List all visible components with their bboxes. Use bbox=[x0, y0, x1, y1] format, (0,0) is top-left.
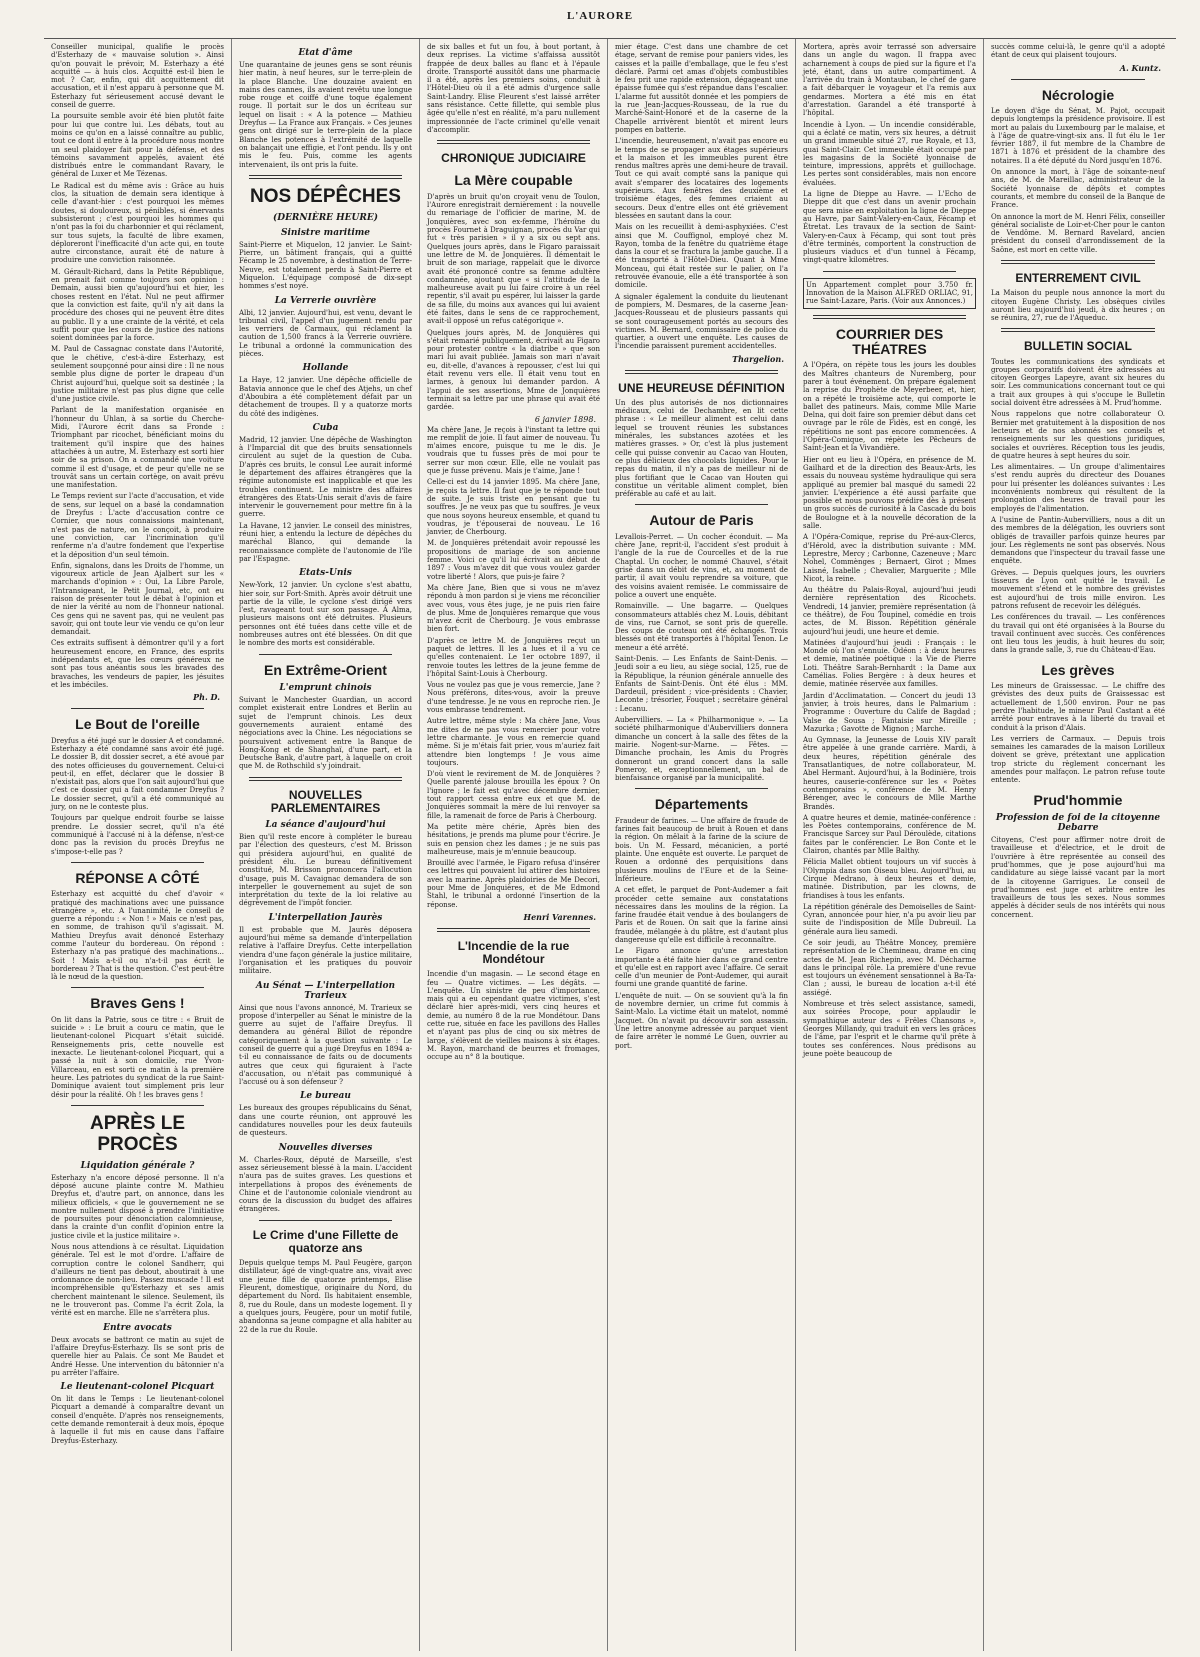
article-paragraph: Toujours par quelque endroit fourbe se laisse prendre. Le dossier secret, qu'il n'a été communiqué à l'accusé ni à la défense, n'est-ce donc pas la revision du procès Dreyfus ne s'impose-t-elle pas ? bbox=[51, 814, 224, 856]
article-paragraph: D'après un bruit qu'on croyait venu de Toulon, l'Aurore enregistrait dernièrement : la nouvelle du remariage de l'officier de marine, M. de Jonquières, avec son ex-femme, l'héroïne du procès Fournet à Draguignan, procès du Var qui fut « très parisien » il y a six ou sept ans. Quelques jours après, dans le Figaro paraissait une lettre de M. de Jonquières. Il démentait le bruit de son mariage, rappelait que le divorce avait été prononcé contre sa femme adultère condamnée, ajoutant que « si l'attitude de la malheureuse avait pu lui faire croire à un réel repentir, s'il avait pu espérer, lui laisser la garde de sa fille, du moins aux avances qui lui avaient été faites, dans le sens de ce rapprochement, avait-il opposé un refus catégorique ». bbox=[427, 192, 600, 326]
article-paragraph: Jardin d'Acclimatation. — Concert du jeudi 13 janvier, à trois heures, dans le Palmarium : Programme : Ouverture du Calife de Bagdad ; Valse de Sousa ; Fantaisie sur Mireille ; Mazurka ; Gavotte de Mignon ; Marche. bbox=[803, 691, 976, 733]
article-paragraph: M. Charles-Roux, député de Marseille, s'est assez sérieusement blessé à la main. L'accident n'aura pas de suites graves. Les questions et interpellations à propos des événements de Chine et de l'autonomie coloniale viendront au cours de la discussion du budget des affaires étrangères. bbox=[239, 1155, 412, 1214]
separator-rule bbox=[635, 504, 768, 505]
article-headline: Autour de Paris bbox=[649, 512, 754, 529]
article-paragraph: Ces extraits suffisent à démontrer qu'il y a fort heureusement encore, en France, des esprits indépendants et, que les cœurs généreux ne sont pas tous anéantis sous les bravades des bravaches, les vendeurs de papier, les jésuites et les imbéciles. bbox=[51, 639, 224, 689]
separator-rule bbox=[259, 654, 392, 655]
article-paragraph: Au Gymnase, la Jeunesse de Louis XIV paraît être appelée à une grande carrière. Mardi, à deux heures, répétition générale des Transatlantiques, de notre collaborateur, M. Abel Hermant. Aujourd'hui, à la Bodinière, trois heures, causerie-conférence sur les « Poètes contemporains », conférence de M. Henry Bérenger, avec le concours de Mlle Marthe Brandès. bbox=[803, 736, 976, 811]
article-paragraph: Félicia Mallet obtient toujours un vif succès à l'Olympia dans son Oiseau bleu. Aujourd'hui, au Cirque Medrano, à deux heures et demie, matinée. Distribution, par les clowns, de friandises à tous les enfants. bbox=[803, 858, 976, 900]
article-paragraph: Le Radical est du même avis : Grâce au huis clos, la situation de demain sera identique à celle d'avant-hier : c'est pourquoi les mêmes doutes, si douloureux, si pénibles, si énervants subsisteront ; c'est pourquoi les hommes qui n'ont pas la foi du charbonnier et qui réclament, sur tous sujets, la faculté de libre examen, déploreront l'inefficacité d'un acte qui, en toute autre circonstance, aurait été de nature à produire une conviction raisonnée. bbox=[51, 181, 224, 265]
article-paragraph: Ce soir jeudi, au Théâtre Moncey, première représentation de le Chemineau, drame en cinq actes de M. Jean Richepin, avec M. Décharme dans le principal rôle. La première d'une revue est toujours un événement sensationnel à Ba-Ta-Clan ; aussi, le bureau de location a-t-il été assiégé. bbox=[803, 938, 976, 997]
article-subhead: Hollande bbox=[302, 363, 349, 374]
article-paragraph: Parlant de la manifestation organisée en l'honneur du Uhlan, à sa sortie du Cherche-Midi, l'Aurore écrit dans sa Fronde : Triomphant par ricochet, bénéficiant moins du traitement qu'il inspire que des haines attachées à un autre, M. Esterhazy est sorti hier soir de sa prison. On a commandé une voiture comme il est d'usage, et de peur qu'elle ne se trouvât sans un certain cortège, on avait prévu une manifestation. bbox=[51, 406, 224, 490]
article-paragraph: Brouillé avec l'armée, le Figaro refusa d'insérer ces lettres qui pouvaient lui attirer des histoires avec la marine. Après plaidoiries de Me Decori, pour Mme de Jonquières, et de Me Edmond Stahl, le tribunal a ordonné l'insertion de la réponse. bbox=[427, 859, 600, 909]
article-paragraph: mier étage. C'est dans une chambre de cet étage, servant de remise pour paniers vides, les caisses et la paille d'emballage, que le feu s'est déclaré. Parmi cet amas d'objets combustibles le feu prit une rapide extension, dégageant une épaisse fumée qui s'est répandue dans l'escalier. L'alarme fut aussitôt donnée et les pompiers de la rue Jean-Jacques-Rousseau, de la rue du Marché-Saint-Honoré et de la caserne de la Chapelle arrivèrent bientôt et mirent leurs pompes en batterie. bbox=[615, 43, 788, 134]
article-headline: Braves Gens ! bbox=[90, 995, 185, 1012]
article-paragraph: Conseiller municipal, qualifie le procès d'Esterhazy de « mauvaise solution ». Ainsi qu'on pouvait le prévoir, M. Esterhazy a été acquitté — à huis clos. Acquitté est-il bien le mot ? Car, enfin, qui dit acquittement dit accusation, et il n'est apparu à personne que M. Esterhazy fut sérieusement accusé devant le conseil de guerre. bbox=[51, 43, 224, 110]
article-paragraph: A l'Opéra-Comique, reprise du Pré-aux-Clercs, d'Hérold, avec la distribution suivante : MM. Leprestre, Mercy ; Carbonne, Cazeneuve ; Marc Nohel, Commènges ; Bernaert, Girot ; Mmes Laisné, Isabelle ; Chevalier, Marguerite ; Mlle Nicot, la reine. bbox=[803, 533, 976, 583]
article-paragraph: Ainsi que nous l'avons annoncé, M. Trarieux se propose d'interpeller au Sénat le ministre de la guerre au sujet de l'affaire Dreyfus. Il demandera au général Billot de répondre catégoriquement à la question suivante : Le conseil de guerre qui a jugé Dreyfus en 1894 a-t-il eu connaissance de faits ou de documents autres que ceux qui figuraient à l'acte d'accusation, ou n'était pas communiqué à l'accusé ou à son défenseur ? bbox=[239, 1003, 412, 1087]
article-paragraph: Le doyen d'âge du Sénat, M. Pajot, occupait depuis longtemps la présidence provisoire. Il est mort au palais du Luxembourg par le malaise, et à l'âge de quatre-vingt-six ans. Il fut élu le 1er février 1887, il fut membre de la Chambre de 1871 à 1876 et président de la chambre des notaires. Il a été député du Nord jusqu'en 1876. bbox=[991, 106, 1165, 165]
article-headline: L'Incendie de la rue Mondétour bbox=[457, 938, 570, 967]
article-paragraph: Fraudeur de farines. — Une affaire de fraude de farines fait beaucoup de bruit à Rouen et dans la région. On mêlait à la farine de la sciure de bois. Un M. Fessard, mécanicien, a porté plainte. Une enquête est ouverte. Le parquet de Rouen a ordonné des perquisitions dans plusieurs moulins de l'Eure et de la Seine-Inférieure. bbox=[615, 816, 788, 883]
article-subhead: Le bureau bbox=[300, 1091, 351, 1102]
article-paragraph: On lit dans le Temps : Le lieutenant-colonel Picquart a demandé à comparaître devant un conseil d'enquête. D'après nos renseignements, cette demande remonterait à deux mois, époque à laquelle il fut mis en cause dans l'affaire Dreyfus-Esterhazy. bbox=[51, 1395, 224, 1445]
article-paragraph: Quelques jours après, M. de Jonquières qui s'était remarié publiquement, écrivait au Figaro pour protester contre « la diatribe » que son mari lui avait publiée. Jamais son mari n'avait eu, dit-elle, d'avances à repousser, c'est lui qui était revenu vers elle. Il était venu tout en larmes, à genoux lui demander pardon. A l'appui de ses assertions, Mme de Jonquières terminait sa lettre par une phrase qui avait été gardée. bbox=[427, 328, 600, 412]
article-paragraph: Esterhazy n'a encore déposé personne. Il n'a déposé aucune plainte contre M. Mathieu Dreyfus et, d'autre part, on annonce, dans les milieux officiels, « que le gouvernement ne se montre nullement disposé à prendre l'initiative de poursuites pour dénonciation calomnieuse, dans la crainte d'un conflit d'opinion entre la justice civile et la justice militaire ». bbox=[51, 1173, 224, 1240]
article-subhead: L'emprunt chinois bbox=[279, 683, 372, 694]
article-paragraph: Autre lettre, même style : Ma chère Jane, Vous me dites de ne pas vous remercier pour votre lettre charmante. Je vous en remercie quand même. Si je m'étais fait prier, vous m'auriez fait attendre bien longtemps ! Je vous aime toujours. bbox=[427, 717, 600, 767]
article-subhead: (DERNIÈRE HEURE) bbox=[273, 212, 378, 223]
double-rule bbox=[249, 777, 402, 781]
article-subhead: Nouvelles diverses bbox=[278, 1142, 373, 1153]
article-subhead: Etat d'âme bbox=[298, 48, 353, 58]
article-subhead: Sinistre maritime bbox=[280, 227, 371, 238]
article-paragraph: Saint-Pierre et Miquelon, 12 janvier. Le Saint-Pierre, un bâtiment français, qui a quitté Fécamp le 25 novembre, à destination de Terre-Neuve, est totalement perdu à Saint-Pierre et Miquelon. L'équipage composé de dix-sept hommes s'est noyé. bbox=[239, 240, 412, 291]
separator-rule bbox=[71, 862, 204, 863]
separator-rule bbox=[635, 788, 768, 789]
article-paragraph: Suivant le Manchester Guardian, un accord complet existerait entre Londres et Berlin au sujet de l'emprunt chinois. Les deux gouvernements auraient entamé des négociations avec la Chine. Les négociations se poursuivent activement entre la Banque de Hong-Kong et de Shanghaï, d'une part, et la Deutsche Bank, d'autre part, à laquelle on croit que M. de Rothschild s'y joindrait. bbox=[239, 696, 412, 771]
author-signature: Henri Varennes. bbox=[523, 911, 596, 922]
article-headline: APRÈS LE PROCÈS bbox=[89, 1112, 186, 1155]
article-headline: Nécrologie bbox=[1041, 86, 1115, 103]
article-subhead: Etats-Unis bbox=[299, 568, 352, 579]
double-rule bbox=[437, 140, 590, 144]
column-3 bbox=[420, 39, 608, 1651]
article-paragraph: Saint-Denis. — Les Enfants de Saint-Denis. — Jeudi soir a eu lieu, au siège social, 125, rue de la République, la réunion générale annuelle des Enfants de Saint-Denis. Ont été élus : MM. Dardeuil, président ; vice-présidents : Chavier, Leconte ; trésorier, Fouquet ; secrétaire général : Lecanu. bbox=[615, 654, 788, 713]
article-paragraph: Grèves. — Depuis quelques jours, les ouvriers tisseurs de Lyon ont quitté le travail. Le mouvement s'étend et le nombre des grévistes est aujourd'hui de trois mille environ. Les patrons refusent de recevoir les délégués. bbox=[991, 568, 1165, 610]
article-paragraph: Hier ont eu lieu à l'Opéra, en présence de M. Gailhard et de la direction des Beaux-Arts, les essais du nouveau système hydraulique qui sera appliqué au premier bal masqué du samedi 22 janvier. L'expérience a été aussi parfaite que possible et nous pouvons prédire dès à présent un gros succès de curiosité à la Cascade du bois de Boulogne et à la nouvelle décoration de la salle. bbox=[803, 455, 976, 531]
article-paragraph: Nous rappelons que notre collaborateur O. Bernier met gratuitement à la disposition de nos lecteurs et de nos abonnés ses conseils et renseignements sur les questions juridiques, sociales et ouvrières. Réception tous les jeudis, de quatre heures à sept heures du soir. bbox=[991, 410, 1165, 460]
article-subhead: Au Sénat — L'interpellation Trarieux bbox=[255, 980, 396, 1001]
article-paragraph: L'enquête de nuit. — On se souvient qu'à la fin de novembre dernier, un crime fut commis à Saint-Malo. La victime était un matelot, nommé Jacquet. On n'avait pu découvrir son assassin. Une lettre anonyme adressée au parquet vient de faire arrêter le nommé Le Guen, ouvrier au port. bbox=[615, 991, 788, 1050]
article-paragraph: Incendie à Lyon. — Un incendie considérable, qui a éclaté ce matin, vers six heures, a détruit un grand immeuble situé 27, rue Royale, et 13, quai Saint-Clair. Cet immeuble était occupé par les magasins de la Société lyonnaise de teinture, impressions, apprêts et guillochage. Les pertes sont considérables, mais non encore évaluées. bbox=[803, 120, 976, 187]
column-4 bbox=[608, 39, 796, 1651]
article-paragraph: de six balles et fut un fou, à bout portant, à deux reprises. La victime s'affaissa aussitôt frappée de deux balles au flanc et à l'épaule droite. Transporté aussitôt dans une pharmacie il a été, après les premiers soins, conduit à l'Hôtel-Dieu où il a été admis d'urgence salle Saint-Landry. Elise Fleurent s'est laissé arrêter sans résistance. Cette fillette, qui semble plus âgée qu'elle n'est en réalité, m'a paru nullement impressionnée de l'acte criminel qu'elle venait d'accomplir. bbox=[427, 43, 600, 134]
article-paragraph: A cet effet, le parquet de Pont-Audemer a fait procéder cette semaine aux constatations nécessaires dans les moulins de la région. La farine fraudée était vendue à des boulangers de Paris et de Rouen. On sait que la farine ainsi fraudée, mélangée à du plâtre, est d'autant plus dangereuse qu'elle est difficile à reconnaître. bbox=[615, 886, 788, 944]
article-paragraph: Deux avocats se battront ce matin au sujet de l'affaire Dreyfus-Esterhazy. Ils se sont pris de querelle hier au Palais. Ce sont Me Baudet et André Hesse. Une intervention du bâtonnier n'a pu arrêter l'affaire. bbox=[51, 1335, 224, 1377]
article-paragraph: M. Paul de Cassagnac constate dans l'Autorité, que le chétive, c'est-à-dire Esterhazy, est seulement soupçonné pour ainsi dire : Il ne nous semble plus digne de porter le drapeau d'un Christ aujourd'hui, quelque soit sa destinée ; la justice militaire n'est pas plus digne que celle d'une justice civile. bbox=[51, 345, 224, 404]
article-paragraph: Celle-ci est du 14 janvier 1895. Ma chère Jane, je reçois ta lettre. Il faut que je te réponde tout de suite. Je suis triste en pensant que tu souffres. Je ne veux pas que tu souffres. Je veux que nous soyons heureux ensemble, et quand tu voudras, je t'épouserai de nouveau. Le 16 janvier, de Cherbourg. bbox=[427, 478, 600, 537]
article-paragraph: Les conférences du travail. — Les conférences du travail qui ont été organisées à la Bourse du travail continuent avec succès. Ces conférences ont lieu tous les jeudis, à huit heures du soir, dans la grande salle, 3, rue du Château-d'Eau. bbox=[991, 613, 1165, 655]
article-paragraph: Incendie d'un magasin. — Le second étage en feu — Quatre victimes. — Les dégâts. — L'enquête. Un sinistre de peu d'importance, mais qui a eu cependant quatre victimes, s'est déclaré hier après-midi, vers cinq heures et demie, au numéro 8 de la rue Mondétour. Dans cette rue, située en face les pavillons des Halles et n'ayant pas plus de cinq ou six mètres de large, s'élèvent de vieilles maisons à six étages. M. Rayon, marchand de beurres et fromages, occupe au n° 8 la boutique. bbox=[427, 970, 600, 1062]
separator-rule bbox=[823, 271, 956, 272]
article-paragraph: Ma petite mère chérie, Après bien des hésitations, je prends ma plume pour t'écrire. Je suis en pension chez les dames ; je ne suis pas malheureuse, mais je m'ennuie beaucoup. bbox=[427, 822, 600, 856]
article-paragraph: Au théâtre du Palais-Royal, aujourd'hui jeudi dernière représentation des Ricochets. Vendredi, 14 janvier, première représentation (à ce théâtre), de Fou Toupinel, comédie en trois actes, de M. Bisson. Répétition générale aujourd'hui jeudi, une heure et demie. bbox=[803, 586, 976, 636]
article-paragraph: Levallois-Perret. — Un cocher éconduit. — Ma chère Jane, reprit-il, l'accident s'est produit à l'angle de la rue de Courcelles et de la rue Chaptal. Un cocher, le nommé Chauvel, s'était grisé dans un débit de vins, et, au moment de partir, il avait voulu reprendre sa voiture, que des voisins avaient remisée. Le commissaire de police a ouvert une enquête. bbox=[615, 532, 788, 599]
article-headline: Le Crime d'une Fillette de quatorze ans bbox=[252, 1227, 399, 1255]
double-rule bbox=[1001, 260, 1155, 264]
article-paragraph: La Maison du peuple nous annonce la mort du citoyen Eugène Christy. Les obsèques civiles auront lieu aujourd'hui jeudi, à dix heures ; on se réunira, 27, rue de l'Aqueduc. bbox=[991, 289, 1165, 323]
article-headline: Départements bbox=[654, 796, 749, 813]
article-paragraph: Le Temps revient sur l'acte d'accusation, et vide de sens, sur lequel on a basé la condamnation de Dreyfus : L'acte d'accusation contre ce Cornier, que nous connaissions maintenant, n'est pas de nature, on le conçoit, à produire une conviction, car l'incrimination qu'il renferme n'a d'autre fondement que l'expertise et la déposition d'un seul témoin. bbox=[51, 492, 224, 559]
article-paragraph: Nombreuse et très select assistance, samedi, aux soirées Procope, pour applaudir le sympathique auteur des « Frêles Chansons », Georges Millandy, qui traduit en vers les grâces de l'âme, par l'esprit et le charme qu'il prête à toutes ses conférences. Nous prédisons au jeune poète beaucoup de bbox=[803, 1000, 976, 1058]
article-paragraph: Toutes les communications des syndicats et groupes corporatifs doivent être adressées au citoyen Georges Lapeyre, avant six heures du soir. Les communications concernant tout ce qui a trait aux groupes à qui s'occupe le Bulletin social doivent être adressées à M. Prud'homme. bbox=[991, 357, 1165, 408]
article-headline: Les grèves bbox=[1041, 661, 1115, 678]
article-paragraph: Un des plus autorisés de nos dictionnaires médicaux, celui de Dechambre, en lit cette phrase : « Le meilleur aliment est celui dans lequel se trouvent réunies les substances minérales, les substances azotées et les matières grasses. » Or, c'est là plus justement celle qui puisse convenir au Cacao van Houten, ce plus délicieux des chocolats liquides. Pour le repas du matin, il n'y a pas de meilleur ni de plus fortifiant que le Cacao van Houten qui constitue un véritable aliment complet, bien préférable au café et au lait. bbox=[615, 398, 788, 499]
article-paragraph: Mais on les recueillit à demi-asphyxiées. C'est ainsi que M. Couffignol, employé chez M. Rayon, tomba de la fenêtre du quatrième étage dans la cour et se fractura la jambe gauche. Il a été transporté à l'Hôtel-Dieu. Quant à Mme Monceau, qui était restée sur le palier, on l'a retrouvée évanouie, elle a été transportée à son domicile. bbox=[615, 223, 788, 290]
article-paragraph: A quatre heures et demie, matinée-conférence : les Poètes contemporains, conférence de M. Francisque Sarcey sur Paul Déroulède, citations faites par le conférencier. Le Bon Conte et le Clairon, chantés par Mlle Balthy. bbox=[803, 813, 976, 856]
column-6 bbox=[984, 39, 1172, 1651]
article-paragraph: succès comme celui-là, le genre qu'il a adopté étant de ceux qui plaisent toujours. bbox=[991, 43, 1165, 60]
double-rule bbox=[437, 928, 590, 932]
article-headline: NOUVELLES PARLEMENTAIRES bbox=[270, 787, 381, 815]
article-headline: BULLETIN SOCIAL bbox=[1024, 339, 1132, 354]
article-subhead: Le lieutenant-colonel Picquart bbox=[60, 1382, 215, 1393]
article-paragraph: Matinées d'aujourd'hui jeudi : Français : le Monde où l'on s'ennuie. Odéon : à deux heures et demie, matinée poétique : la Vie de Pierre Loti. Théâtre Sarah-Bernhardt : la Dame aux Camélias. Folies Bergère : à deux heures et demie, matinée réservée aux familles. bbox=[803, 638, 976, 689]
article-paragraph: D'après ce lettre M. de Jonquières reçut un paquet de lettres. Il les a lues et il a vu ce qu'elles contenaient. Le 1er octobre 1897, il renvoie toutes les lettres de la jeune femme de l'hôpital Saint-Louis à Cherbourg. bbox=[427, 636, 600, 678]
article-paragraph: La Havane, 12 janvier. Le conseil des ministres, réuni hier, a entendu la lecture de dépêches du maréchal Blanco, qui demande la reconnaissance complète de l'autonomie de l'île par l'Espagne. bbox=[239, 521, 412, 563]
dateline: 6 janvier 1898. bbox=[534, 414, 596, 424]
article-paragraph: A l'usine de Pantin-Aubervilliers, nous a dit un des membres de la délégation, les ouvriers sont obligés de travailler parfois quinze heures par jour. Les règlements ne sont pas observés. Nous demandons que l'inspecteur du travail fasse une enquête. bbox=[991, 515, 1165, 566]
article-paragraph: La poursuite semble avoir été bien plutôt faite pour lui que contre lui. Les débats, tout au moins ce qu'on en a laissé connaître au public, tout ce dont il entre à la procédure nous montre un seul plaidoyer fait pour la défense, et des témoins savamment appelés, avaient été distribués entre le commandant Ravary, le général de Luxer et Me Tézenas. bbox=[51, 112, 224, 179]
separator-rule bbox=[1011, 79, 1145, 80]
article-paragraph: A signaler également la conduite du lieutenant de pompiers, M. Desmares, de la caserne Jean-Jacques-Rousseau et de plusieurs passants qui se sont courageusement portés au secours des victimes. M. Bernard, commissaire de police du quartier, a ouvert une enquête. Les causes de l'incendie paraissent purement accidentelles. bbox=[615, 292, 788, 351]
article-headline: En Extrême-Orient bbox=[264, 661, 387, 678]
article-paragraph: Depuis quelque temps M. Paul Feugère, garçon distillateur, âgé de vingt-quatre ans, vivait avec une jeune fille de quatorze printemps, Elise Fleurent, domestique, originaire du Nord, du département du Nord. Ils habitaient ensemble, 8, rue du Roule, dans un modeste logement. Il y a quelques jours, Feugère, pour un motif futile, abandonna sa jeune compagne et alla habiter au 22 de la rue du Roule. bbox=[239, 1259, 412, 1334]
article-paragraph: On lit dans la Patrie, sous ce titre : « Bruit de suicide » : Le bruit a couru ce matin, que le lieutenant-colonel Picquart s'était suicidé. Renseignements pris, cette nouvelle est inexacte. Le lieutenant-colonel Picquart, qui a passé la nuit à son domicile, rue Yvon-Villarceau, en est sorti ce matin à la première heure. Les patriotes du syndicat de la rue Saint-Dominique avaient tout simplement pris leur désir pour la réalité. Oh ! les braves gens ! bbox=[51, 1015, 224, 1099]
article-subhead: Cuba bbox=[312, 422, 339, 433]
double-rule bbox=[249, 175, 402, 179]
article-paragraph: La ligne de Dieppe au Havre. — L'Echo de Dieppe dit que c'est dans un avenir prochain que sera mise en exploitation la ligne de Dieppe au Havre, par Saint-Valery-en-Caux, Fécamp et Étretat. Les travaux de la section de Saint-Valery-en-Caux à Fécamp, qui sont tout près d'être terminés, comportent la construction de plusieurs viaducs et d'un tunnel à Fécamp, vingt-quatre kilomètres. bbox=[803, 190, 976, 265]
article-paragraph: Romainville. — Une bagarre. — Quelques consommateurs attablés chez M. Louis, débitant de vins, rue Carnot, se sont pris de querelle. Des coups de couteau ont été échangés. Trois blessés ont été transportés à l'hôpital Tenon. Le meneur a été arrêté. bbox=[615, 602, 788, 652]
article-paragraph: M. Gérault-Richard, dans la Petite République, en prenait fait comme toujours son opinion : Demain, aussi bien qu'aujourd'hui et hier, les choses restent en l'état. Nul ne peut affirmer que la conviction est faite, qu'il n'y ait dans la procédure des choses qui ne peuvent être dites au public. Il y a une crainte de la vérité, et cela suffit pour que les cours de justice des nations soient dominées par la force. bbox=[51, 267, 224, 343]
article-paragraph: Une quarantaine de jeunes gens se sont réunis hier matin, à neuf heures, sur le terre-plein de la place Blanche. Une douzaine avaient en mains des cannes, ils avaient revêtu une longue robe rouge et coiffé d'une toque également rouge. Il portait sur le dos un écriteau sur lequel on lisait : « A la potence — Mathieu Dreyfus — La France aux Français. » Ces jeunes gens ont dirigé sur le terre-plein de la place Blanche les potences à l'extrémité de laquelle on balançait une effigie, et l'ont pendu. Ils y ont mis le feu. Puis, comme les agents intervenaient, ils ont pris la fuite. bbox=[239, 61, 412, 169]
masthead: L'AURORE bbox=[566, 10, 634, 22]
article-paragraph: La Haye, 12 janvier. Une dépêche officielle de Batavia annonce que le chef des Atjehs, un chef d'Aboubira a été complètement défait par un détachement de troupes. Il y a quatorze morts du côté des indigènes. bbox=[239, 376, 412, 418]
article-paragraph: Madrid, 12 janvier. Une dépêche de Washington à l'Imparcial dit que des bruits sensationnels circulent au sujet de la question de Cuba. D'après ces bruits, le consul Lee aurait informé le département des affaires étrangères que la régime autonomiste est inapplicable et que les troubles continuent. Le ministre des affaires étrangères des Etats-Unis serait d'avis de faire intervenir le gouvernement pour mettre fin à la guerre. bbox=[239, 435, 412, 519]
article-paragraph: Vous ne voulez pas que je vous remercie, Jane ? Nous préférons, dites-vous, avoir la preuve d'une tendresse. Je ne vous en reproche rien. Je vous embrasse tendrement. bbox=[427, 681, 600, 715]
article-paragraph: M. de Jonquières prétendait avoir repoussé les propositions de mariage de son ancienne femme. Voici ce qu'il lui écrivait au début de 1897 : Vous m'avez dit que vous voulez garder votre liberté ! Alors, que puis-je faire ? bbox=[427, 539, 600, 581]
article-subhead: La Verrerie ouvrière bbox=[274, 295, 377, 306]
article-paragraph: Albi, 12 janvier. Aujourd'hui, est venu, devant le tribunal civil, l'appel d'un jugement rendu par les verriers de Carmaux, qui réclament la caution de 1,500 francs à la Verrerie ouvrière. Le tribunal a ordonné la communication des pièces. bbox=[239, 308, 412, 359]
article-paragraph: New-York, 12 janvier. Un cyclone s'est abattu, hier soir, sur Fort-Smith. Après avoir détruit une partie de la ville, le cyclone s'est dirigé vers l'est, ravageant tout sur son passage. A Alma, plusieurs maisons ont été détruites. Plusieurs personnes ont été tuées dans cette ville et de nombreuses autres ont été blessées. On dit que le nombre des morts est considérable. bbox=[239, 581, 412, 648]
article-headline: CHRONIQUE JUDICIAIRE bbox=[441, 151, 586, 166]
article-paragraph: A l'Opéra, on répète tous les jours les doubles des Maîtres chanteurs de Nuremberg, pour parer à tout événement. On prépare également la reprise du Prophète de Meyerbeer, et, hier, on a répété le troisième acte, qui comporte le ballet des patineurs. Mais, comme Mlle Marie Delna, qui doit faire son premier début dans cet ouvrage par le rôle de Fidès, est en congé, les répétitions ne sont pas encore commencées. A l'Opéra-Comique, on répète les Pêcheurs de Saint-Jean et la Vivandière. bbox=[803, 361, 976, 453]
article-paragraph: Les bureaux des groupes républicains du Sénat, dans une courte réunion, ont approuvé les candidatures nouvelles pour les deux fauteuils de questeurs. bbox=[239, 1104, 412, 1138]
article-paragraph: Le Figaro annonce qu'une arrestation importante a été faite hier dans ce grand centre et qu'elle est en rapport avec l'affaire. Ce serait celle d'un meunier de Pont-Audemer, qui aurait fourni une grande quantité de farine. bbox=[615, 947, 788, 989]
advertisement-box: Un Appartement complet pour 3.750 fr. Innovation de la Maison ALFRED ORLIAC, 91, rue Saint-Lazare, Paris. (Voir aux Annonces.) bbox=[803, 278, 976, 309]
column-2 bbox=[232, 39, 420, 1651]
article-paragraph: Ma chère Jane, Bien que si vous ne m'avez répondu à mon pardon si je viens me réconcilier avec vous, vous êtes juge, je ne puis rien faire de plus. Mme de Jonquières remarque que vous m'avez écrit de Cherbourg. Je vous embrasse bien fort. bbox=[427, 583, 600, 634]
article-subhead: L'interpellation Jaurès bbox=[268, 912, 383, 923]
article-paragraph: On annonce la mort de M. Henri Félix, conseiller général socialiste de Loir-et-Cher pour le canton de Vendôme. M. Bernard Ravelard, ancien président du conseil d'arrondissement de la Saône, est mort en cette ville. bbox=[991, 212, 1165, 254]
article-headline: UNE HEUREUSE DÉFINITION bbox=[618, 380, 785, 395]
article-subhead: Entre avocats bbox=[103, 1322, 172, 1333]
newspaper-page bbox=[44, 38, 1176, 1651]
article-paragraph: Nous nous attendions à ce résultat. Liquidation générale. Tel est le mot d'ordre. L'affaire de corruption contre le colonel Sandherr, qui d'ailleurs ne tient pas debout, aboutirait à une ordonnance de non-lieu. Passez muscade ! Il est incompréhensible qu'Esterhazy et ses amis cherchent maintenant le silence. Seulement, ils ne le trouveront pas. Comme l'a écrit Zola, la vérité est en marche. Elle ne s'arrêtera plus. bbox=[51, 1242, 224, 1318]
article-headline: Prud'hommie bbox=[1033, 791, 1123, 808]
author-signature: A. Kuntz. bbox=[1119, 62, 1161, 73]
article-paragraph: Les alimentaires. — Un groupe d'alimentaires s'est rendu auprès du directeur des Douanes pour lui présenter les doléances suivantes : Les inconvénients nombreux qui résultent de la prolongation des heures de travail pour les employés de l'alimentation. bbox=[991, 463, 1165, 513]
article-paragraph: On annonce la mort, à l'âge de soixante-neuf ans, de M. de Mareillac, administrateur de la Société lyonnaise de dépôts et comptes courants, et membre du conseil de la Banque de France. bbox=[991, 168, 1165, 210]
double-rule bbox=[813, 315, 966, 319]
author-signature: Thargelion. bbox=[732, 353, 784, 364]
article-paragraph: Enfin, signalons, dans les Droits de l'homme, un vigoureux article de Jean Ajalbert sur les « marchands d'opinion » : Oui, La Libre Parole, l'Intransigeant, le Petit Journal, etc, ont eu raison de présenter tout le débat à l'opinion et de nier la vérité au nom de l'honneur national. Ces gens qui ne savent pas, qui ne veulent pas savoir, qui ont toute leur vie vendu ce qu'on leur demandait. bbox=[51, 561, 224, 637]
article-paragraph: D'où vient le revirement de M. de Jonquières ? Quelle parenté jalouse brouilla les époux ? On l'ignore ; le fait est qu'avec décembre dernier, tout rapport cessa entre eux et que M. de Jonquières sommait la mère de lui renvoyer sa fille, la ramenait de force de Paris à Cherbourg. bbox=[427, 770, 600, 820]
article-paragraph: La répétition générale des Demoiselles de Saint-Cyran, annoncée pour hier, n'a pu avoir lieu par suite de l'indisposition de Mlle Dubreuil. La générale aura lieu samedi. bbox=[803, 902, 976, 936]
article-paragraph: Esterhazy est acquitté du chef d'avoir « pratiqué des machinations avec une puissance étrangère », etc. A l'unanimité, le conseil de guerre a répondu : « Non ! » Mais ce n'est pas, en somme, de trahison qu'il s'agissait. M. Mathieu Dreyfus avait dénoncé Esterhazy comme l'auteur du bordereau. On répond : Esterhazy n'a pas pratiqué des machinations... Soit ! Mais a-t-il ou n'a-t-il pas écrit le bordereau ? That is the question. C'est peut-être là le nœud de la question. bbox=[51, 890, 224, 982]
double-rule bbox=[1001, 328, 1155, 332]
article-headline: COURRIER DES THÉATRES bbox=[835, 325, 944, 357]
article-paragraph: Dreyfus a été jugé sur le dossier A et condamné. Esterhazy a été condamné sans avoir été jugé. Le dossier B, dit dossier secret, a été avoué par des notes officieuses du gouvernement. Celui-ci peut-il, en effet, déclarer que le dossier B n'existait pas, alors que l'on sait aujourd'hui que c'est ce dossier qui a fait condamner Dreyfus ? Le dossier secret, qu'il a été communiqué au jury, on ne le conteste plus. bbox=[51, 736, 224, 812]
article-paragraph: Les mineurs de Graissessac. — Le chiffre des grévistes des deux puits de Graissessac est actuellement de 1,500 environ. Pour ne pas perdre l'habitude, le mineur Paul Castant a été arrêté pour entraves à la liberté du travail et conduit à la prison d'Alais. bbox=[991, 682, 1165, 732]
column-1 bbox=[44, 39, 232, 1651]
article-paragraph: Aubervilliers. — La « Philharmonique ». — La société philharmonique d'Aubervilliers donnera dimanche un concert à la salle des fêtes de la mairie. Nogent-sur-Marne. — Fêtes. — Dimanche prochain, les Amis du Progrès donneront un grand concert dans la salle Pomeroy, et, exceptionnellement, un bal de bienfaisance organisé par la municipalité. bbox=[615, 716, 788, 783]
article-paragraph: Citoyens, C'est pour affirmer notre droit de travailleuse et d'électrice, et le droit de l'ouvrière à être représentée au conseil des prud'hommes, que je pose aujourd'hui ma candidature au siège laissé vacant par la mort de la citoyenne Garrigues. Le conseil de prud'hommes est juge et arbitre entre les travailleurs de tous les sexes. Nous sommes appelés à décider seuls de nos intérêts qui nous concernent. bbox=[991, 836, 1165, 919]
article-subhead: Profession de foi de la citoyenne Debarre bbox=[995, 813, 1161, 834]
separator-rule bbox=[259, 1220, 392, 1221]
article-headline: RÉPONSE A CÔTÉ bbox=[75, 869, 200, 886]
article-headline: ENTERREMENT CIVIL bbox=[1015, 271, 1141, 286]
double-rule bbox=[625, 370, 778, 374]
article-paragraph: Mortera, après avoir terrassé son adversaire dans un angle du wagon. Il frappa avec acharnement à coups de pied sur la figure et l'a jeté, étant, dans un autre compartiment. A l'arrivée du train à Montauban, le chef de gare a fait débarquer le voyageur et l'a remis aux gendarmes. Mortera a été mis en état d'arrestation. Garandel a été transporté à l'hôpital. bbox=[803, 43, 976, 118]
article-paragraph: Ma chère Jane, Je reçois à l'instant ta lettre qui me remplit de joie. Il faut aimer de nouveau. Tu m'aimes encore, puisque tu me le dis. Je voudrais que tu fusses près de moi pour te serrer sur mon cœur. Elle, elle ne voulait pas que je fusse prévenu. Mais je t'aime, Jane ! bbox=[427, 425, 600, 476]
separator-rule bbox=[71, 708, 204, 709]
article-paragraph: Il est probable que M. Jaurès déposera aujourd'hui même sa demande d'interpellation relative à l'affaire Dreyfus. Cette interpellation viendra d'une façon générale la justice militaire, l'organisation et les pratiques du pouvoir militaire. bbox=[239, 925, 412, 976]
article-headline: La Mère coupable bbox=[454, 172, 573, 189]
author-signature: Ph. D. bbox=[193, 692, 220, 703]
article-headline: Le Bout de l'oreille bbox=[75, 716, 200, 733]
separator-rule bbox=[71, 987, 204, 988]
column-5 bbox=[796, 39, 984, 1651]
article-subhead: Liquidation générale ? bbox=[80, 1160, 195, 1171]
article-headline: NOS DÉPÊCHES bbox=[250, 185, 401, 207]
article-paragraph: L'incendie, heureusement, n'avait pas encore eu le temps de se propager aux étages supérieurs et la maison et les immeubles purent être rendus maîtres après une demi-heure de travail. Tout ce qui avait compté sans la panique qui avait s'emparer des locataires des logements supérieurs. Aux fenêtres des deuxième et troisième étages, des femmes criaient au secours. Deux d'entre elles ont été grièvement blessées en sautant dans la cour. bbox=[615, 137, 788, 220]
article-paragraph: Les verriers de Carmaux. — Depuis trois semaines les camarades de la maison Lorilleux doivent se grève, prétextant une application trop stricte du règlement concernant les amendes pour malfaçon. Le patron refuse toute entente. bbox=[991, 734, 1165, 785]
article-subhead: La séance d'aujourd'hui bbox=[265, 820, 386, 831]
article-paragraph: Bien qu'il reste encore à compléter le bureau par l'élection des questeurs, c'est M. Brisson qui présidera aujourd'hui, en qualité de président élu. Le bureau définitivement constitué, M. Brisson prononcera l'allocution d'usage, puis M. Cavaignac demandera de son interpeller le gouvernement au sujet de son interprétation du texte de la loi relative au dégrèvement de l'impôt foncier. bbox=[239, 833, 412, 908]
separator-rule bbox=[71, 1105, 204, 1106]
